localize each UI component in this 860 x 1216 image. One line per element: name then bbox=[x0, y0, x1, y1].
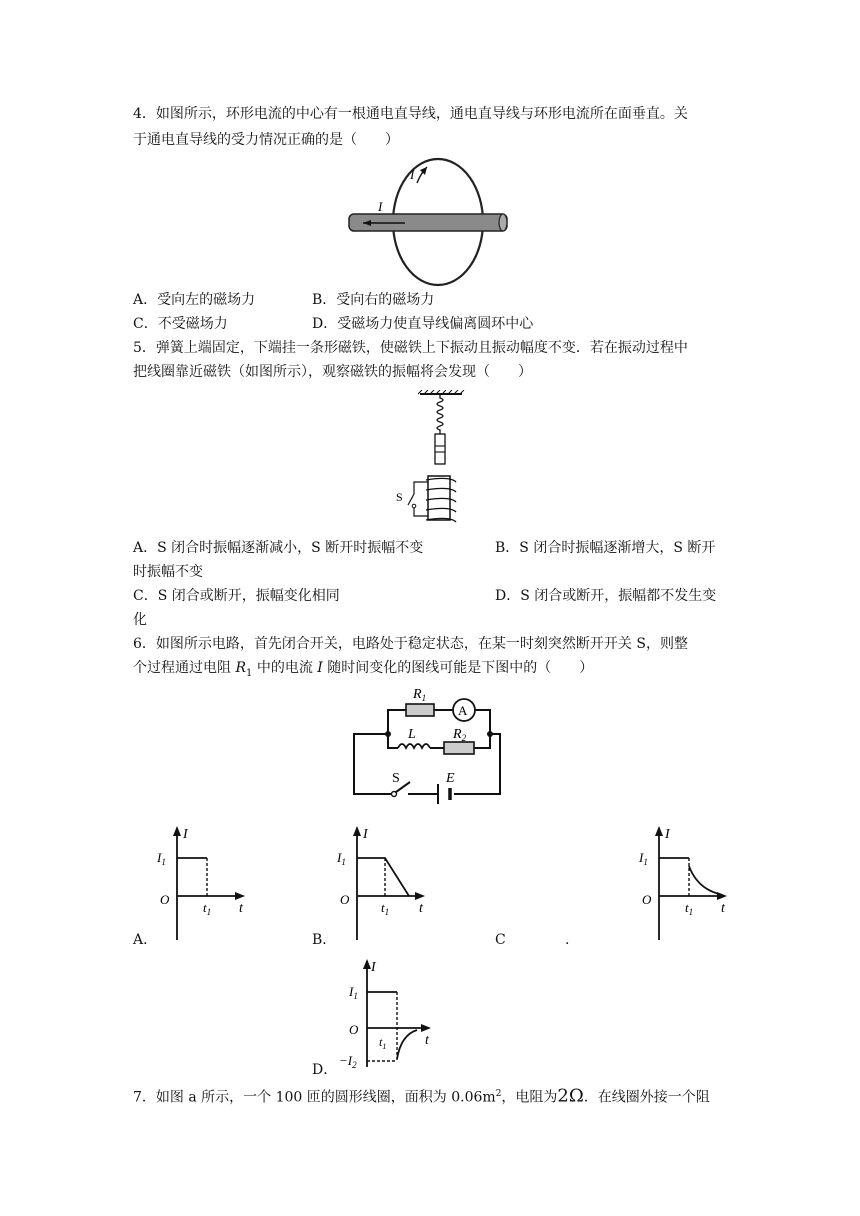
q6-inductor-label: L bbox=[408, 727, 416, 742]
q4-option-d[interactable]: D．受磁场力使直导线偏离圆环中心 bbox=[312, 316, 534, 332]
q6-option-b[interactable]: B． bbox=[312, 932, 337, 948]
q6-option-c-dot: . bbox=[565, 932, 570, 948]
q7-resistance-value: 2Ω bbox=[557, 1085, 584, 1107]
q4-option-c[interactable]: C．不受磁场力 bbox=[133, 316, 228, 332]
q6-ammeter-label: A bbox=[458, 703, 468, 718]
svg-text:I1: $I_1$ bbox=[639, 850, 648, 867]
q6-text-line2 bbox=[133, 658, 593, 684]
svg-text:t1: $t_1$ bbox=[381, 900, 390, 917]
q4-ring-current-label: I bbox=[410, 167, 415, 182]
q6-option-c[interactable]: C bbox=[495, 932, 506, 948]
q6-switch-label: S bbox=[392, 771, 400, 786]
q5-option-a[interactable]: A．S 闭合时振幅逐渐减小，S 断开时振幅不变 bbox=[133, 540, 424, 556]
svg-text:t1: $t_1$ bbox=[203, 900, 212, 917]
svg-text:I: I bbox=[183, 827, 188, 842]
svg-text:t: t bbox=[721, 901, 725, 916]
q5-text-line1: 5．弹簧上端固定，下端挂一条形磁铁，使磁铁上下振动且振动幅度不变．若在振动过程中 bbox=[133, 340, 688, 356]
svg-text:O: O bbox=[160, 892, 170, 907]
q6-text-line2-a: 个过程通过电阻 bbox=[133, 660, 236, 676]
svg-text:O: O bbox=[340, 892, 350, 907]
q5-figure-spring-magnet-coil bbox=[390, 390, 475, 530]
q6-text-line2-d: 中的电流 bbox=[252, 660, 318, 676]
q6-text-line1: 6．如图所示电路，首先闭合开关，电路处于稳定状态，在某一时刻突然断开开关 S，则整 bbox=[133, 636, 688, 652]
q6-circuit-figure bbox=[350, 682, 510, 810]
q6-r2-label: $R_2$ bbox=[453, 727, 467, 743]
q4-text-line1: 4．如图所示，环形电流的中心有一根通电直导线，通电直导线与环形电流所在面垂直。关 bbox=[133, 106, 688, 122]
svg-text:t: t bbox=[425, 1033, 429, 1048]
svg-text:I: I bbox=[371, 960, 376, 975]
q4-text-line2: 于通电直导线的受力情况正确的是（ ） bbox=[133, 132, 399, 148]
q7-text-b: ，电阻为 bbox=[501, 1089, 558, 1106]
svg-text:I1: $I_1$ bbox=[349, 984, 358, 1001]
svg-text:I1: $I_1$ bbox=[157, 850, 166, 867]
q7-text-c: ．在线圈外接一个阻 bbox=[583, 1089, 710, 1106]
q4-option-b[interactable]: B．受向右的磁场力 bbox=[312, 292, 435, 308]
q6-graph-d bbox=[335, 955, 445, 1075]
q4-figure-ring-wire bbox=[345, 155, 510, 290]
q5-option-d-cont: 化 bbox=[133, 612, 147, 628]
q4-option-a[interactable]: A．受向左的磁场力 bbox=[133, 292, 256, 308]
q6-option-d[interactable]: D． bbox=[312, 1062, 338, 1078]
q5-option-d[interactable]: D．S 闭合或断开，振幅都不发生变 bbox=[495, 588, 717, 604]
q6-graph-c bbox=[637, 822, 737, 944]
q7-area-superscript: 2 bbox=[495, 1089, 502, 1099]
q6-graph-a bbox=[155, 822, 255, 944]
q5-option-b[interactable]: B．S 闭合时振幅逐渐增大，S 断开 bbox=[495, 540, 716, 556]
svg-text:O: O bbox=[642, 892, 652, 907]
svg-text:O: O bbox=[349, 1022, 359, 1037]
q4-wire-current-label: I bbox=[378, 199, 383, 214]
q6-current-symbol: I bbox=[317, 660, 323, 676]
q6-option-a[interactable]: A． bbox=[133, 932, 158, 948]
q5-option-c[interactable]: C．S 闭合或断开，振幅变化相同 bbox=[133, 588, 340, 604]
q6-graph-b bbox=[335, 822, 435, 944]
q7-text-line1 bbox=[133, 1084, 710, 1108]
svg-text:−I2: $-I_2$ bbox=[339, 1053, 357, 1070]
q5-text-line2: 把线圈靠近磁铁（如图所示），观察磁铁的振幅将会发现（ ） bbox=[133, 364, 532, 380]
q6-battery-label: E bbox=[446, 771, 455, 786]
q6-text-line2-f: 随时间变化的图线可能是下图中的（ ） bbox=[322, 660, 594, 676]
q6-r1-subscript: 1 bbox=[246, 667, 253, 679]
svg-text:t1: $t_1$ bbox=[379, 1035, 387, 1051]
q5-switch-label: S bbox=[396, 490, 403, 504]
svg-text:t: t bbox=[419, 901, 423, 916]
svg-text:I: I bbox=[665, 827, 670, 842]
svg-text:t1: $t_1$ bbox=[685, 900, 694, 917]
q7-text-a: 7．如图 a 所示，一个 100 匝的圆形线圈，面积为 0.06m bbox=[133, 1089, 496, 1106]
svg-text:I1: $I_1$ bbox=[337, 850, 346, 867]
q6-r1-label: $R_1$ bbox=[413, 687, 427, 703]
q5-option-b-cont: 时振幅不变 bbox=[133, 564, 203, 580]
svg-text:I: I bbox=[363, 827, 368, 842]
svg-text:t: t bbox=[239, 901, 243, 916]
q6-r1-symbol: R bbox=[235, 660, 246, 676]
